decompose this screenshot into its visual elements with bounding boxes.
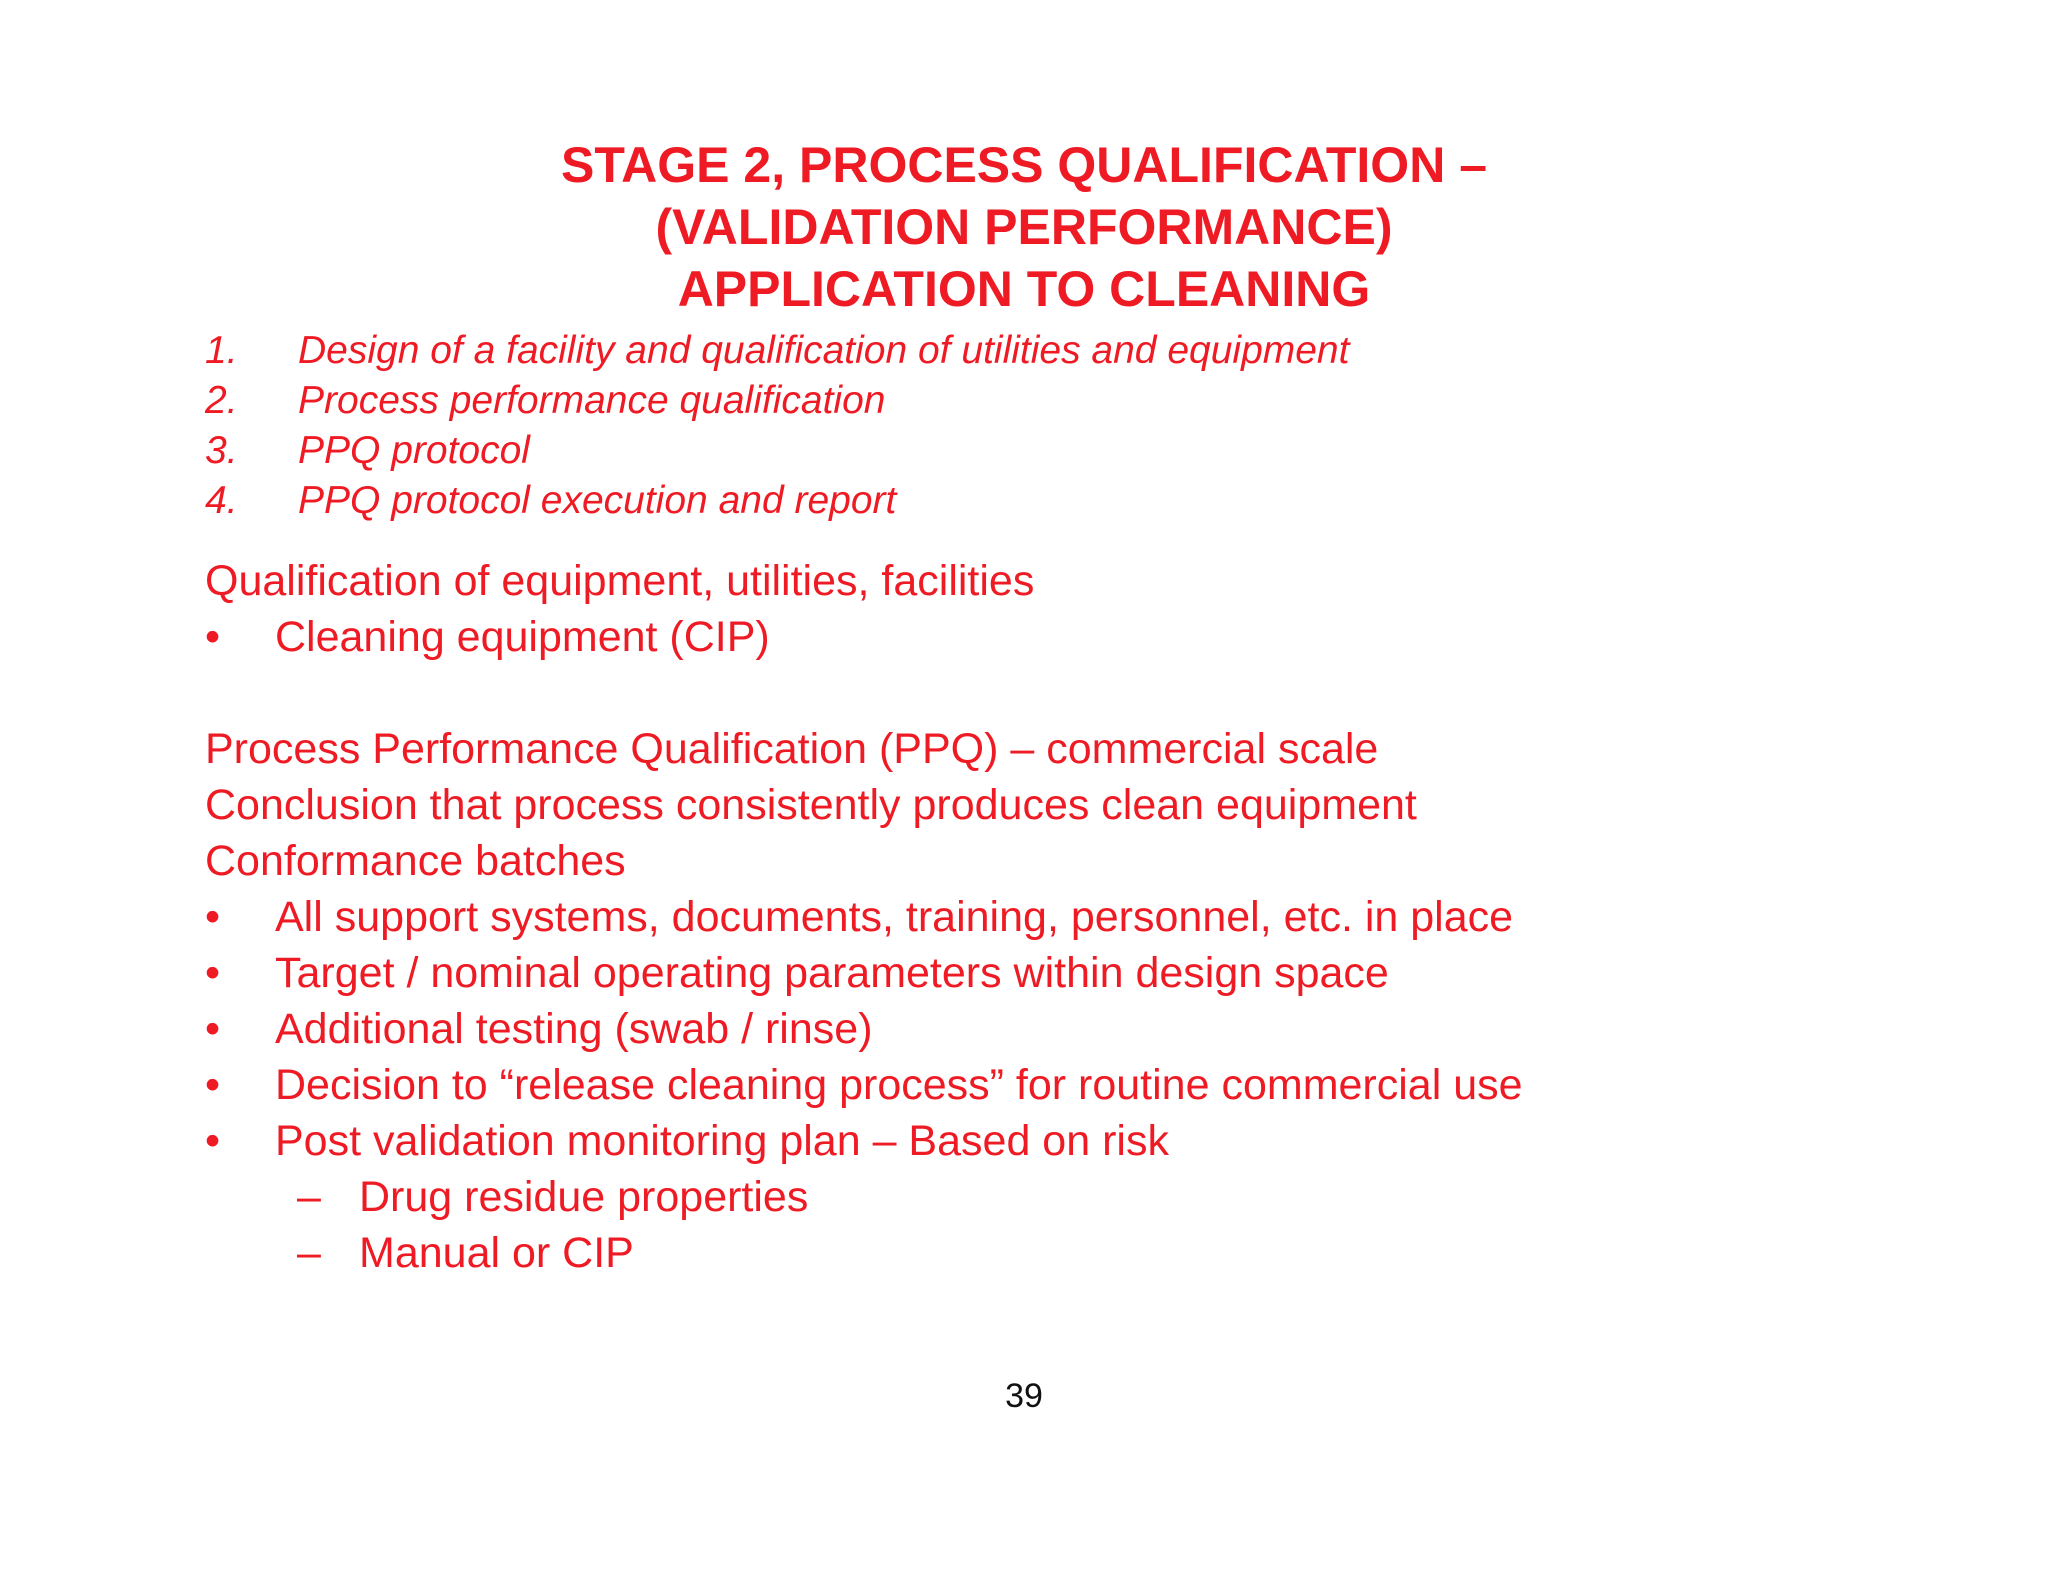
bullet-item — [205, 945, 1523, 1001]
item-text: Process performance qualification — [298, 379, 886, 422]
sub-bullet-text: Drug residue properties — [359, 1173, 809, 1221]
bullet-item — [205, 1001, 1523, 1057]
bullet-text: Target / nominal operating parameters within design space — [275, 949, 1389, 997]
ppq-line: Conformance batches — [205, 837, 626, 885]
bullet-text: Post validation monitoring plan – Based on risk — [275, 1117, 1169, 1165]
sub-bullet-marker: – — [297, 1173, 321, 1221]
bullet-marker: • — [205, 949, 221, 997]
item-number: 4. — [205, 479, 238, 522]
numbered-item — [205, 326, 1349, 376]
item-text: Design of a facility and qualification of utilities and equipment — [298, 329, 1350, 372]
bullet-text: Cleaning equipment (CIP) — [275, 613, 770, 661]
item-number: 2. — [205, 379, 238, 422]
title-line-2: (VALIDATION PERFORMANCE) — [655, 199, 1393, 255]
bullet-item — [205, 889, 1523, 945]
bullet-item — [205, 1057, 1523, 1113]
item-text: PPQ protocol execution and report — [298, 479, 897, 522]
ppq-line: Process Performance Qualification (PPQ) – commercial scale — [205, 725, 1379, 773]
title-line-1: STAGE 2, PROCESS QUALIFICATION – — [560, 137, 1488, 193]
slide-title — [0, 134, 2048, 320]
item-number: 3. — [205, 429, 238, 472]
bullet-marker: • — [205, 1061, 221, 1109]
numbered-list — [205, 326, 1349, 526]
sub-bullet-item — [205, 1225, 1523, 1281]
sub-bullet-text: Manual or CIP — [359, 1229, 634, 1277]
title-line-3: APPLICATION TO CLEANING — [677, 261, 1371, 317]
item-number: 1. — [205, 329, 238, 372]
bullet-text: Decision to “release cleaning process” for routine commercial use — [275, 1061, 1523, 1109]
numbered-item — [205, 376, 1349, 426]
numbered-item — [205, 426, 1349, 476]
bullet-marker: • — [205, 613, 221, 661]
bullet-marker: • — [205, 1117, 221, 1165]
sub-bullet-marker: – — [297, 1229, 321, 1277]
item-text: PPQ protocol — [298, 429, 530, 472]
bullet-item — [205, 609, 1034, 665]
qualification-section — [205, 553, 1034, 665]
numbered-item — [205, 476, 1349, 526]
ppq-section — [205, 721, 1523, 1281]
bullet-text: All support systems, documents, training, personnel, etc. in place — [275, 893, 1514, 941]
page-number: 39 — [1005, 1377, 1043, 1415]
bullet-item — [205, 1113, 1523, 1169]
qualification-heading: Qualification of equipment, utilities, facilities — [205, 557, 1035, 605]
bullet-text: Additional testing (swab / rinse) — [275, 1005, 873, 1053]
ppq-line: Conclusion that process consistently produces clean equipment — [205, 781, 1417, 829]
sub-bullet-item — [205, 1169, 1523, 1225]
bullet-marker: • — [205, 893, 221, 941]
bullet-marker: • — [205, 1005, 221, 1053]
